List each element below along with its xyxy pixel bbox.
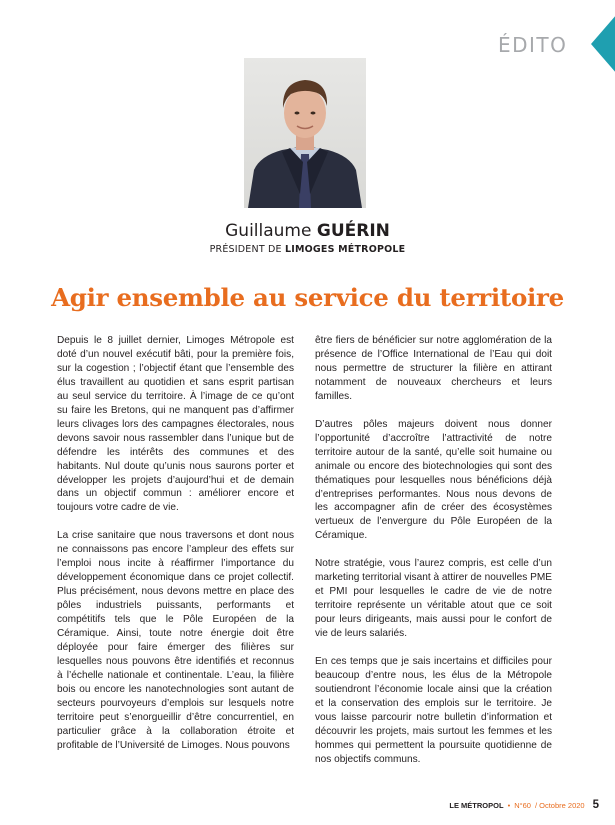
author-name [0, 221, 615, 241]
page-number: 5 [592, 799, 599, 811]
article-right-column [315, 334, 552, 781]
author-role [0, 244, 615, 255]
portrait-photo-icon [244, 58, 366, 208]
footer-separator: • [507, 801, 511, 810]
section-tag: ÉDITO [498, 33, 568, 57]
author-role-org: LIMOGES MÉTROPOLE [285, 244, 406, 255]
left-paragraph-2: La crise sanitaire que nous traversons et dont nous ne connaissons pas encore l’ampleur des effets sur l’emploi nous incite à réaffirmer l’importance du développement économique dans ce projet collectif. Plus précisément, nous devons mettre en place des pôles industriels puissants, performants et compétitifs tels que le Pôle Européen de la Céramique. Ainsi, toute notre énergie doit être déployée pour faire émerger des filières sur lesquelles nous pouvons être identifiés et reconnus à l’échelle nationale et continentale. L’eau, la filière bois ou encore les nanotechnologies sont autant de secteurs pourvoyeurs d’emplois sur lesquels notre territoire peut s’enorgueillir d’être concurrentiel, en particulier grâce à la collaboration étroite et profitable de l’Université de Limoges. Nous pouvons [57, 530, 294, 751]
footer-date: / Octobre 2020 [534, 801, 585, 810]
article-left-column [57, 334, 294, 767]
section-tab-marker [591, 14, 615, 74]
right-paragraph-3: Notre stratégie, vous l’aurez compris, est celle d’un marketing territorial visant à attirer de nouvelles PME et PMI pour lesquelles le cadre de vie de notre territoire représente un véritable atout que ce soit pour leurs dirigeants, mais aussi pour le confort de vie de leurs salariés. [315, 558, 552, 640]
article-title: Agir ensemble au service du territoire [51, 283, 564, 312]
author-last-name: GUÉRIN [316, 221, 390, 241]
right-paragraph-4: En ces temps que je sais incertains et difficiles pour beaucoup d’entre nous, les élus de la Métropole soutiendront l’économie locale ainsi que la création et la conservation des emplois sur le territoire. Je vous laisse parcourir notre bulletin d’information et découvrir les projets, mais surtout les femmes et les hommes qui permettent la poursuite quotidienne de nos objectifs communs. [315, 656, 552, 765]
author-first-name: Guillaume [225, 221, 312, 241]
page-footer [449, 799, 599, 811]
right-paragraph-1: être fiers de bénéficier sur notre agglomération de la présence de l’Office International de l’Eau qui doit nous permettre de structurer la filière en attirant notamment de nouveaux chercheurs et leurs familles. [315, 335, 552, 402]
footer-issue: N°60 [514, 801, 531, 810]
left-paragraph-1: Depuis le 8 juillet dernier, Limoges Métropole est doté d’un nouvel exécutif bâti, pour la première fois, sur la cogestion ; l’objectif étant que l’ensemble des élus travaillent au quotidien et sans esprit partisan au seul service du territoire. À l’image de ce qu’ont su faire les Bretons, qui ne manquent pas d’affirmer leurs clivages lors des campagnes électorales, nous devons savoir nous rassembler dans l’unique but de défendre les intérêts des communes et des habitants. Nul doute qu’unis nous saurons porter et développer les projets d’aujourd’hui et de demain dans un objectif commun : améliorer encore et toujours votre cadre de vie. [57, 335, 294, 514]
author-photo [244, 58, 366, 208]
author-role-prefix: PRÉSIDENT DE [209, 244, 282, 255]
right-paragraph-2: D’autres pôles majeurs doivent nous donner l’opportunité d’accroître l’attractivité de notre territoire autour de la santé, qu’elle soit humaine ou animale ou encore des biotechnologies qui sont des thématiques pour lesquelles nous bénéficions déjà d’entreprises performantes. Nous nous devons de les accompagner afin de créer des écosystèmes vertueux de l’envergure du Pôle Européen de la Céramique. [315, 418, 552, 542]
footer-magazine: LE MÉTROPOL [449, 801, 504, 810]
